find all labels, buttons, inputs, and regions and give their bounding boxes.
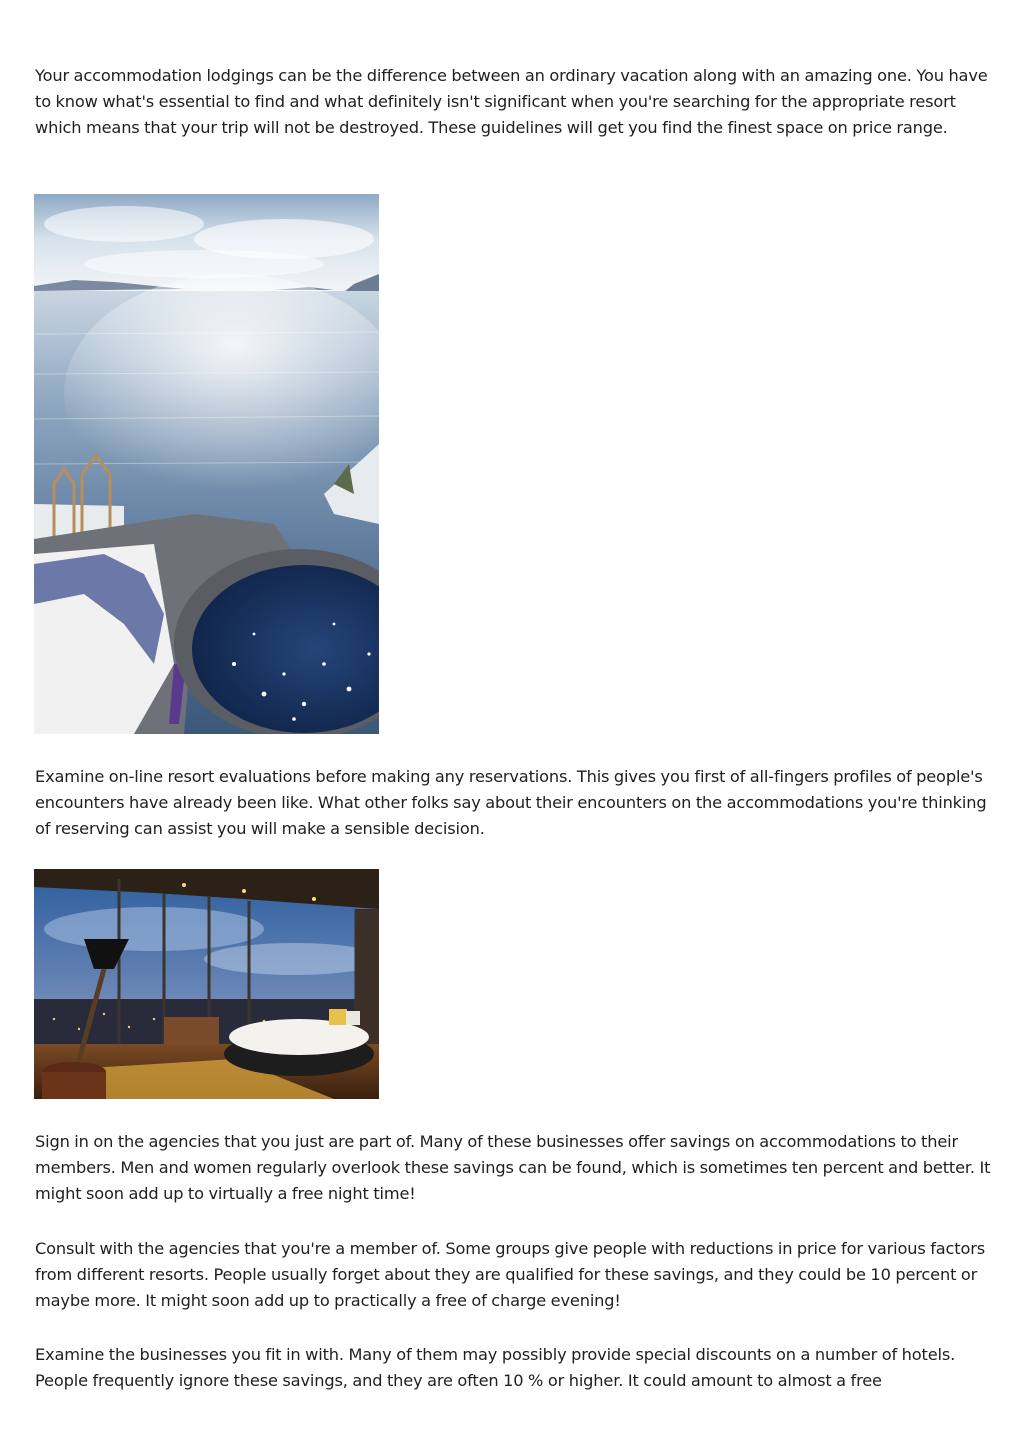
paragraph-reviews: Examine on-line resort evaluations before making any reservations. This gives you first of all-fingers profiles of people's encounters have already been like. What other folks say about their encounters on the accommodations you're thinking of reserving can assist you will make a sensible decision. xyxy=(35,767,987,838)
paragraph-member-groups: Consult with the agencies that you're a member of. Some groups give people with reductions in price for various factors from different resorts. People usually forget about they are qualified for these savings, and they could be 10 percent or maybe more. It might soon add up to practically a free of charge evening! xyxy=(35,1239,986,1310)
photo-hotel-room-view xyxy=(34,869,379,1099)
paragraph-businesses: Examine the businesses you fit in with. Many of them may possibly provide special discounts on a number of hotels. People frequently ignore these savings, and they are often 10 % or higher. It could amount to almost a free xyxy=(35,1345,956,1390)
paragraph-intro: Your accommodation lodgings can be the difference between an ordinary vacation along with an amazing one. You have to know what's essential to find and what definitely isn't significant when you're searching for the appropriate resort which means that your trip will not be destroyed. These guidelines will get you find the finest space on price range. xyxy=(35,66,988,137)
photo-sea-view-pool xyxy=(34,194,379,734)
paragraph-agencies: Sign in on the agencies that you just are part of. Many of these businesses offer savings on accommodations to their members. Men and women regularly overlook these savings can be found, which is sometimes ten percent and better. It might soon add up to virtually a free night time! xyxy=(35,1132,991,1203)
